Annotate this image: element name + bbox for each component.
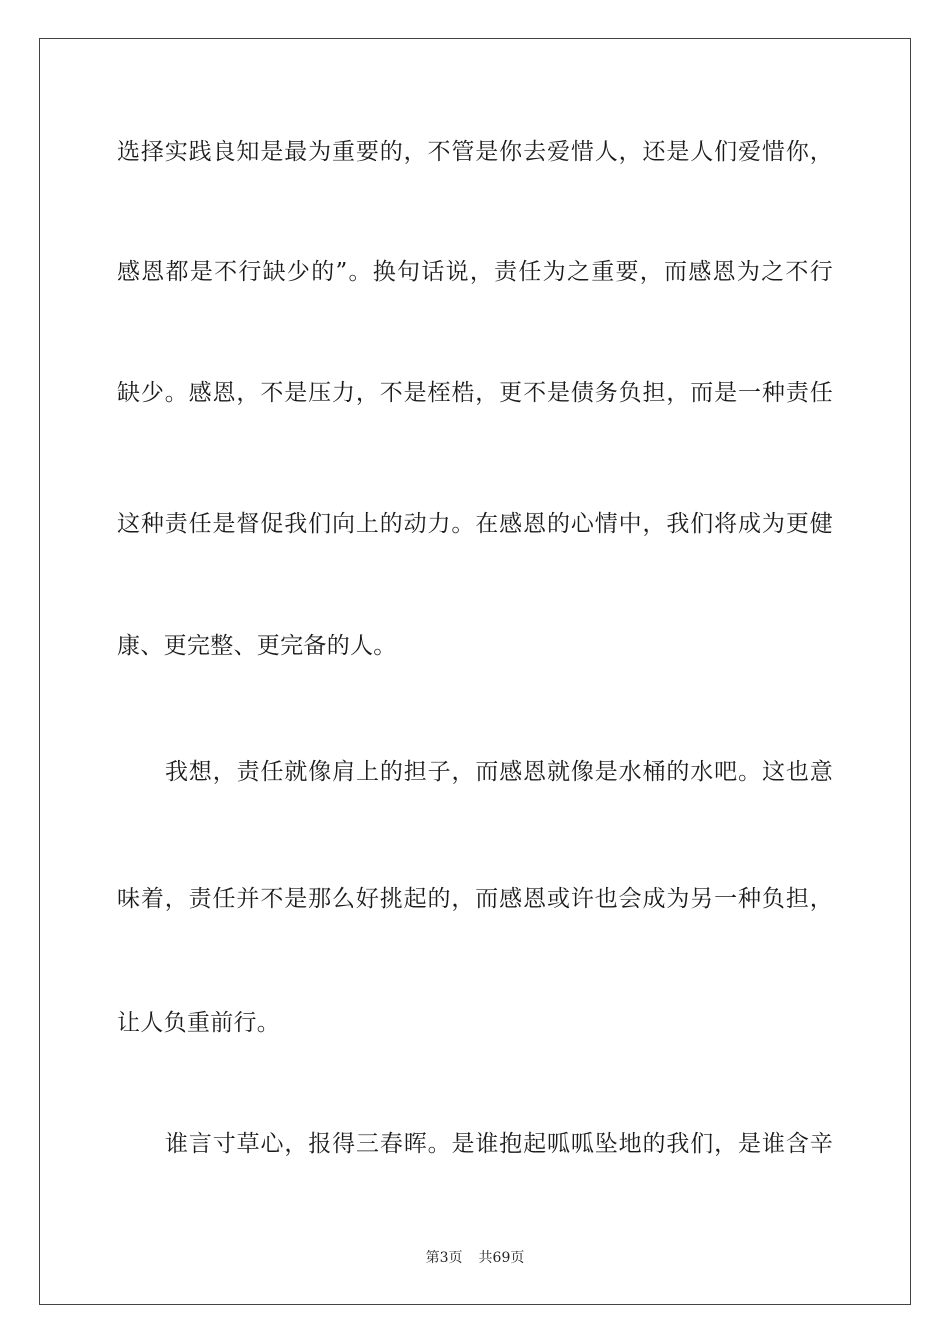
text-line-8: 让人负重前行。 <box>117 1010 281 1036</box>
text-line-3: 缺少。感恩，不是压力，不是桎梏，更不是债务负担，而是一种责任 <box>117 380 833 406</box>
text-line-6: 我想，责任就像肩上的担子，而感恩就像是水桶的水吧。这也意 <box>165 759 833 785</box>
page-frame <box>39 38 911 1305</box>
text-line-5: 康、更完整、更完备的人。 <box>117 633 397 659</box>
text-line-9: 谁言寸草心，报得三春晖。是谁抱起呱呱坠地的我们，是谁含辛 <box>165 1131 833 1157</box>
page-total: 共69页 <box>478 1250 525 1266</box>
page-footer <box>0 1247 950 1267</box>
text-line-7: 味着，责任并不是那么好挑起的，而感恩或许也会成为另一种负担， <box>117 886 833 912</box>
text-line-1: 选择实践良知是最为重要的，不管是你去爱惜人，还是人们爱惜你， <box>117 139 833 165</box>
page-number: 第3页 <box>425 1250 463 1266</box>
text-line-4: 这种责任是督促我们向上的动力。在感恩的心情中，我们将成为更健 <box>117 511 833 537</box>
text-line-2: 感恩都是不行缺少的”。换句话说，责任为之重要，而感恩为之不行 <box>117 259 833 285</box>
